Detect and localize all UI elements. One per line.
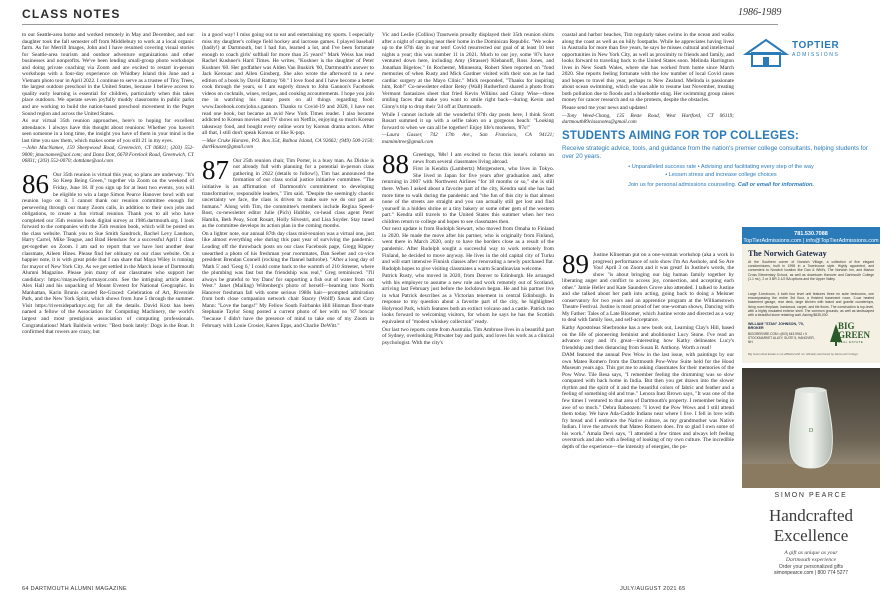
page-footer-left: 64 DARTMOUTH ALUMNI MAGAZINE — [22, 586, 127, 592]
paragraph: Kathy Apostoleas Sherbrooke has a new book out, Learning Clay's Hill, based on the life of pioneering feminist and abolitionist Lucy Stone. I've read an advance copy and it's great—interesting how Kathy delineates Lucy's friendship and then distancing from Susan B. Anthony. Worth a read! — [562, 325, 734, 351]
svg-text:D: D — [808, 428, 814, 434]
class-secretary-signature: —Tony Weed-Chang, 135 Beste Road, West Hartford, CT 06119; dartmouth89classnotes@gmail.com — [562, 112, 734, 126]
paragraph: First in Kendra (Lambertz) Morgenstern, who lives in Tokyo. She lived in Japan for five years after graduation and, after returning in 2007 with Northwest Airlines "for 18 months or so," she is still there. When I asked about a favorite part of the city, Kendra said she has had more time to walk during the pandemic and "the fun of this city is that almost none of the streets are straight and you can actually still get lost and find yourself in a hidden shrine or a tiny bakery or some other gem of the western part." Kendra still travels to the United States this summer when her two children return to college and hopes to see classmates then. — [382, 166, 554, 225]
toptier-headline: STUDENTS AIMING FOR TOP COLLEGES: — [562, 130, 800, 142]
paragraph: Please send me your news and updates! — [562, 105, 648, 112]
toptier-bullet-2: • Lessen stress and increase college choices — [665, 172, 777, 178]
glass-vase-photo — [742, 368, 880, 488]
column-4-lower — [562, 252, 734, 582]
paragraph: Our last two reports come from Australia. Tim Ambrose lives in a beautiful part of Sydney, overlooking Pittwater bay and park, and loves his work as a clinical psychologist. With the city's — [382, 326, 554, 346]
paragraph: On a lighter note, our annual 87th day class mid-reunion was a virtual one, just like almost everything else during this past year of surviving the pandemic. Leading off the throwback posts on our class Facebook page, Gregg Kippey unearthed a photo of his freshman year roommates, Dan Seeber and co-vice president Brendan Connell (rocking the flannel bathrobe). "After a long day of 'Math 5' and 'Geog 6,' I could come back to the warmth of 210 Streeter, where the plumbing was fast but the friendship was real," Greg reminisced. "I'll always be grateful to 'my Dans' for supporting a fish out of water from out West." Janet (Mailing) Wiltenberg's photo of herself—beaming into North Hanover freshman fall with some serious 1980s hair—prompted admiration from both close companion network chair Stacey (Wolff) Savas and Cory Mann: "Love the bangs!" My Fellow South Fairbanks Hill Hinman floor-mate Stephanie Taylor Song posted a current photo of her with no '87 boxcar "because I didn't have the presence of mind to take one of my Zoom in February with Louie Crosier, Karen Epps, and Charlie DeWitt." — [202, 230, 374, 329]
toptier-cta-bold: Call or email for information. — [737, 182, 814, 188]
paragraph: coastal and harbor beaches, Tim regularly takes swims in the ocean and walks along the coast as well as on hilly footpaths. While he appreciates having lived in Australia for more than five years, he says he misses cultural and intellectual opportunities in New York City, as well as proximity to friends and family, and looks forward to traveling back to the United States soon. Melinda Harrington lives in New South Wales, where she has worked from home since March 2020. She reports feeling fortunate with the low number of local Covid cases and hopes to travel this year, perhaps to New Zealand. Melinda is passionate about ocean swimming, which she was able to resume last November, treating both pollution due to floods and a bluebottle sting. Her swimming group raises money for cancer research and so she protests, despite the obstacles. — [562, 32, 734, 104]
toptier-body: Receive strategic advice, tools, and guidance from the nation's premier college consultants, helping students for over 20 years. — [562, 145, 868, 160]
paragraph: Vic and Leslie (Collins) Trautwein proudly displayed their 35th reunion shirts after a night of camping near their home in the Dominican Republic. "We woke up to the 87th day in our tent! Covid resurrected our goal of at least 10 tent nights a year; this was number 11 in 2021. Much to our joy, some '87s have ventured down here, including Amy (Strasser) Klebanoff, Ross Jones, and Jonathan Bigelow." In Rochester, Minnesota, Robert Shen reported on "fond memories of when Rusty and Mick Gardner visited with their son as he had cardiac surgery at the Mayo Clinic." Mick responded, "Thanks for inspiring him, Rob!" Co-newsletter editor Betsy (Wall) Rutherford shared a photo from Vermont fantasizes sheet that fried Kevin Wilkins and Ginny Wise—three smiling faces that make you want to smile right back—during Kevin and Ginny's trip to drop their '24 off at Dartmouth. — [382, 32, 554, 111]
column-1 — [22, 32, 194, 582]
norwich-body-1: At the Southern corner of Norwich Village, a collection of five elegant condominiums, built in 1998 in a Townhouse style. Highly appointed, and convenient to Norwich location like Dan & Whit's, The Norwich Inn, and Marion Cross Elementary School, as well as downtown Hanover and Dartmouth College (1.1 mi.), 2 or 3 BR 2-1/2 BA options and the Upper Valley. — [748, 260, 874, 281]
paragraph: While I cannot include all the wonderful 87th day posts here, I think Scott Rosart summed it up with a selfie taken on a gorgeous beach: "Looking forward to when we can all be together! Enjoy life's moments, '87s!" — [382, 111, 554, 131]
toptier-contact[interactable]: TopTierAdmissions.com | info@TopTierAdmissions.com — [743, 237, 879, 244]
class-years-range: 1986-1989 — [738, 7, 782, 18]
class-year-numeral: 89 — [562, 252, 589, 279]
class-year-numeral: 87 — [202, 154, 229, 185]
paragraph: As our virtual 35th reunion approaches, here's to hoping for excellent attendance. I always have this thought about reunions: Whether you haven't seen someone in a long time, the insight you have of them in your mind is the last time you saw them, which makes some of you still 21 in my eyes. — [22, 118, 194, 144]
class-secretary-signature: —John MacNamee, 159 Sheepwood Road, Greenwich, CT 06831; (203) 552-9000; jmacnamee@aol.com; and Dana Dott, 6678 Forelock Road, Greenwich, CT 06831; (203) 552-0070; dottdane@aol.com — [22, 145, 194, 165]
paragraph: in a good way! I miss going out to eat and entertaining my sports. I especially miss my daughter's college field hockey and lacrosse games. I played baseball (badly!) at Dartmouth, but I had fun, learned a lot, and I've been fortunate enough to coach girls' softball for more than 25 years!" Mark Weiss has read Rachel Kushner's Hard Times. He writes, "Kushner is the daughter of Peter Kushner '60. Her godfather was Alden Van Buskirk '60, Dartmouth's answer to Jack Kerouac and Allen Ginsberg. She also wrote the afterword to a new edition of a book by David Rattray '60." I love food and I have become a better cook through the years, so I am eagerly drawn to John Gannon's Facebook videos on cocktails, wines, recipes, and cooking accoutrements. I hope you join me in watching his many posts on all things regarding food: www.facebook.com/john.s.gannon. Thanks to Covid-19 and 2020, I have not read one book, but became an avid New York Times reader. I also became addicted to Korean movies and TV shows on Netflix, enjoying so much Korean takeaway food, and bought every online worn by Korean drama actors. After all that, I still don't speak Korean or like K-pop. — [202, 32, 374, 137]
section-title: CLASS NOTES — [22, 7, 121, 21]
simon-pearce-subtitle: A gift as unique as your Dartmouth experience Order your personalized gifts — [778, 550, 844, 570]
toptier-contact-bar-text — [742, 231, 880, 244]
paragraph: Justine Klineman put on a one-woman workshop (aka a work in progress) performance of solo show I'm An Asshole, and So Are You! April 3 on Zoom and it was great! In Justine's words, the show "is about bringing our big human family together by liberating anger and conflict to access joy, connection, and accepting each other." Jamie Heller and Kate Saunders Grove also attended. I talked to Justine and she talked about her path into acting, going back to doing a Meisner conservatory for two years and an apprentice program at the Williamstown Theatre Festival. Justine is most proud of her one-woman shows, Dancing with My Father: Tales of a Late Bloomer, which Justine wrote and directed as a way to deal with family loss, and self-acceptance. — [562, 252, 734, 324]
norwich-title: The Norwich Gateway — [748, 249, 827, 258]
class-secretary-signature: —Mae Cruke Harsten, P.O. Box 354, Balboa Island, CA 92662; (949) 500-2150; dartHousen@gmail.com — [202, 137, 374, 151]
toptier-logo-text: TOPTIER — [792, 40, 840, 51]
norwich-gateway-ad[interactable] — [742, 244, 880, 363]
class-year-numeral: 86 — [22, 168, 49, 199]
toptier-logo-sub: ADMISSIONS — [792, 52, 840, 58]
class-secretary-signature: —Laura Gasser, 742 17th Ave., San Francisco, CA 94121; mamimitree@gmail.com — [382, 132, 554, 145]
paragraph: Greetings, '88s! I am excited to focus this issue's column on news from several classmates living abroad. — [413, 152, 554, 165]
toptier-cta-text: Join us for personal admissions counseling. — [628, 182, 737, 188]
norwich-agent-contact: BIGGREENRE.COM • (603) 643-9942 • 5 STOCKMARKET ALLEY, SUITE 5, HANOVER, NH — [748, 332, 815, 344]
toptier-house-icon — [742, 38, 790, 68]
class-year-numeral: 88 — [382, 149, 409, 180]
page-footer-right: JULY/AUGUST 2021 65 — [620, 586, 686, 592]
big-green-logo-sub: REAL ESTATE — [838, 340, 864, 344]
simon-pearce-title: Handcrafted Excellence — [768, 506, 853, 545]
toptier-bullet-1: • Unparalleled success rate • Advising and facilitating every step of the way — [628, 164, 814, 170]
header-rule — [22, 24, 778, 25]
column-3 — [382, 32, 554, 582]
paragraph: Our next update is from Rudolph Stewart, who moved from Omaha to Finland in 2020. He made the move after his partner, who is originally from Finland, went there in March 2020, only to have the borders close as a result of the pandemic. After Rudolph sought a successful way to work remotely from Finland, he decided to move anyway. He lives in the old capital city of Turku and will start intensive Finnish classes after renovating a newly purchased flat. Rudolph hopes to give visiting classmates a warm Scandinavian welcome. — [382, 226, 554, 272]
simon-pearce-brand: SIMON PEARCE — [774, 492, 848, 499]
paragraph: to our Seattle-area home and worked remotely in May and December, and our daughter took the fall semester off from Middlebury to work at a local organic farm. As for Merrill Images, John and I have resumed covering visual stories for Seattle-area tourism and outdoor adventure organizations and other businesses and nonprofits. We've been lending small-group photo workshops and doing private coaching via Zoom and are excited to restart in-person workshops with a four-day experience on Whidbey Island this June and a Vietnam photo tour in April 2022. I continue to serve as a trustee of Tiny Trees, the largest outdoor preschool in the United States, because I believe access to quality early learning is essential for children, particularly when this takes place outdoors. We operate seven joyfully muddy classrooms in public parks and are working to build the nation-based preschool movement in the Puget Sound region and across the United States. — [22, 32, 194, 117]
paragraph: DAM featured the annual Pow Wow in the last issue, with paintings by our own Mateo Romero from the Dartmouth Pow-Wow Suite held for the Hood Museum years ago. This got me to asking classmates for their memories of the Pow Wow. Tile Besa says, "I remember feeling the drumming was so slow compared with back home in India. But then you get drawn into the slower rhythm and the spirit of it and the beautiful colors of fabric and feather and a feeling of something old and true." Lenora Inez Brown says, "It was one of the few times I ventured to that area of Dartmouth's property. I remember being in awe of so much." Debra Baboozen: "I loved the Pow Wows and I still attend them today. We have Ada-Caddo Indians near where I live. I fell in love with fry bread and I embrace the Native culture, as my grandmother was Native Indian. I love the artwork that Mateo Romero does. I'm so glad I own some of his work." Amala Devi says, "I attended a few times and always left feeling overstruck and also with a feeling of looking of my own culture. The incredible depth of the experience—the intensity of energies, the po- — [562, 352, 734, 450]
toptier-logo[interactable] — [742, 30, 880, 76]
simon-pearce-ad[interactable] — [742, 368, 880, 582]
column-2 — [202, 32, 374, 582]
column-4-upper — [562, 32, 734, 127]
toptier-ad[interactable] — [562, 130, 880, 230]
simon-pearce-contact[interactable]: simonpearce.com | 800 774 5277 — [773, 570, 849, 576]
toptier-phone[interactable]: 781.530.7088 — [794, 231, 828, 237]
toptier-cta — [562, 182, 880, 188]
norwich-disclaimer: Big Green Real Estate is not affiliated with nor officially sanctioned by Dartmouth College — [748, 352, 858, 356]
norwich-body-2: Large 3-bedroom, 4 bath four level unit features three en suite bedrooms, one encompassing the entire 3rd floor, a finished basement room, 2-car heated basement garage, rear deck, large kitchen with island and granite countertops, living room fireplace, hardwood, carpet, and tile floors. The construction is top-level, with a highly insulated exterior shell. The common grounds, as well as landscaped with a beautiful stone retaining wall. Asking $635,000. — [748, 292, 874, 318]
paragraph: Our 25th reunion chair, Tim Porter, is a busy man. As Dickie is not already full with planning for a potential in-person class gathering in 2022 (details to follow!), Tim has announced the formation of our class social justice initiative committee. "The initiative is an affirmation of Dartmouth's commitment to developing transformative, responsible leaders," Tim said. "Despite the seemingly chaotic uncertainty we face, the class is driven to make sure we do our part as humans." Along with Tim, the committee's members include Regina Speed-Bost, co-newsletter editor Julie (Pich) Hubble, co-head class agent Peter Hamlin, Beth Peay, Scott Rosart, Holly Silvestri, and Lisa Snyder. Stay tuned as the committee develops its action plan in the coming months. — [202, 157, 374, 230]
norwich-agent-name: WILLIAM "STAN" JOHNSON, '70, BROKER — [748, 322, 804, 331]
paragraph: Our 35th reunion is virtual this year, so plans are underway. "It's So Keep Being Green," together via Zoom on the weekend of Friday, June 18. If you sign up for at least two events, you will be eligible to win a large Simon Pearce Hanover bowl with our reunion logo on it. I cannot thank our reunion committee enough for persevering through our many Zoom calls, in addition to their own jobs and obligations, to create a fun virtual reunion. Thank you to all who have completed our 35th reunion book digital survey at 1986.dartmouth.org. I look forward to the companies with the 35th reunion book, which will be posted on the class website. Thank you to Sue Smith Sandrock, Rachel Levy Landson, Harry Carrel, Mike Teague, and Brad Henshaw for a successful April 1 class get-together on Zoom. I am sad to report that we have lost another dear classmate, Aileen Hines. Please find her obituary on our class website. On a happier note, it is with great pride that I can share that Maya Wiley is running for mayor of New York City. As we get settled in the March issue of Dartmouth Alumni Magazine. Please join many of our classmates who support her candidacy: https://mayawileyformayor.com. See the intriguing article about Alex Hall and his unpacking of Mount Everest for National Geographic. In Manhattan, Karin Brunis curated Re-Graced: Celebration of Art, Riverside Park, and the New York Spirit, which shows from June 5 through the summer. Visit https://riversideparknyc.org for all the details. David Kotz has been named a fellow of the Association for Computing Machinery, the world's largest and most prestigious association of computing professionals. Congratulations! Mark Baldwin writes: "Best book lately: Dogs in the Boat. It confirmed that rowers are crazy, but — [22, 171, 194, 336]
paragraph: Patrick Rusty, who moved in 2020, from Denver to Edinburgh. He arranged with his employer to assume a new role and work remotely out of Scotland, arriving last February just before the lockdown began. He and his partner live in what Patrick describes as a Victorian tenement in central Edinburgh. In response to my question about a favorite part of the city, he highlighted Holyrood Park, which features both an extinct volcano and a castle. Patrick too looks forward to welcoming visitors, for whom he says he has the Scottish equivalent of "modest whiskey collection" ready. — [382, 273, 554, 325]
big-green-logo-text: BIG GREEN — [838, 321, 871, 340]
